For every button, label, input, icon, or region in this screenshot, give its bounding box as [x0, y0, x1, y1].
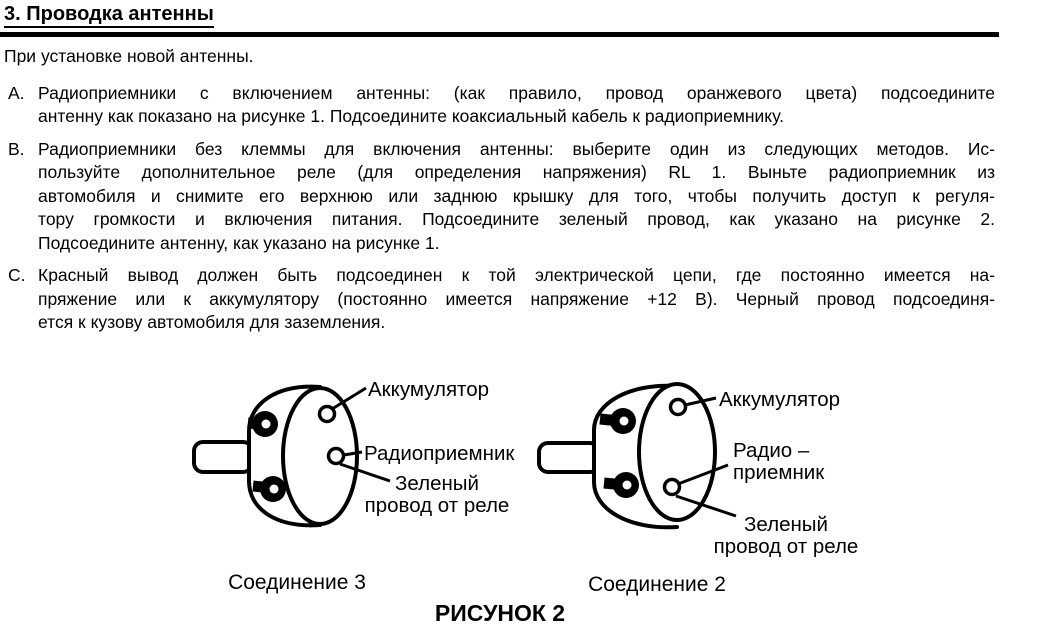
left-connector-drawing — [194, 378, 515, 594]
list-item-c-letter: C. — [8, 265, 26, 285]
right-bottom-pin-hole — [623, 480, 632, 489]
left-connector-caption: Соединение 3 — [228, 570, 366, 594]
right-radio-label-line1: Радио – — [733, 438, 810, 462]
left-green-wire-label-line1: Зеленый — [395, 471, 479, 495]
text-line: ется к кузову автомобиля для заземления. — [38, 312, 386, 332]
right-top-pin-hole — [620, 416, 629, 425]
horizontal-rule — [0, 32, 999, 37]
text-line: Красный вывод должен быть подсоединен к той электрической цепи, где постоянно имеется на- — [38, 265, 995, 285]
list-item-c — [8, 264, 995, 335]
list — [8, 82, 995, 335]
figure-title: РИСУНОК 2 — [434, 599, 566, 626]
item-text — [38, 138, 995, 256]
right-connector-shaft — [539, 443, 599, 472]
right-connector-caption: Соединение 2 — [588, 572, 726, 596]
item-text — [38, 82, 995, 129]
list-item-a — [8, 82, 995, 129]
intro-paragraph: При установке новой антенны. — [4, 46, 254, 66]
right-green-wire-label-line1: Зеленый — [744, 512, 828, 536]
right-radio-hole — [665, 479, 680, 494]
right-connector-drawing — [539, 384, 858, 596]
list-item-b — [8, 138, 995, 256]
text-line: тору громкости и включения питания. Подсоедините зеленый провод, как указано на рисунке 2. — [38, 209, 995, 229]
figure-2-drawing — [0, 359, 1047, 629]
document-page — [0, 3, 1047, 641]
left-connector-shaft — [194, 442, 252, 472]
item-text — [38, 264, 995, 335]
left-radio-label: Радиоприемник — [364, 441, 515, 465]
list-item-b-letter: B. — [8, 138, 25, 159]
text-line: Подсоедините антенну, как указано на рисунке 1. — [38, 232, 440, 253]
right-battery-hole — [671, 399, 686, 414]
text-line: пряжение или к аккумулятору (постоянно имеется напряжение +12 В). Черный провод подсоединя- — [38, 288, 995, 309]
text-line: антенну как показано на рисунке 1. Подсоедините коаксиальный кабель к радиоприемнику. — [38, 106, 785, 126]
left-top-pin-hole — [262, 419, 271, 428]
text-line: Радиоприемники без клеммы для включения антенны: выберите один из следующих методов. Ис- — [38, 138, 995, 159]
right-radio-label-line2: приемник — [733, 460, 825, 484]
text-line: пользуйте дополнительное реле (для определения напряжения) RL 1. Выньте радиоприемник из — [38, 162, 995, 182]
text-line: автомобиля и снимите его верхнюю или заднюю крышку для того, чтобы получить доступ к регуля- — [38, 185, 995, 206]
text-line: Радиоприемники с включением антенны: (как правило, провод оранжевого цвета) подсоедините — [38, 82, 995, 103]
section-title — [4, 3, 1047, 28]
left-green-wire-label-line2: провод от реле — [364, 493, 510, 517]
left-battery-label: Аккумулятор — [368, 377, 490, 401]
figure-2 — [0, 359, 1047, 629]
section-title-text: 3. Проводка антенны — [4, 3, 214, 28]
right-battery-label: Аккумулятор — [719, 387, 841, 411]
left-radio-hole — [329, 448, 344, 463]
left-bottom-pin-hole — [270, 484, 279, 493]
right-green-wire-label-line2: провод от реле — [713, 534, 859, 558]
list-item-a-letter: A. — [8, 82, 25, 103]
